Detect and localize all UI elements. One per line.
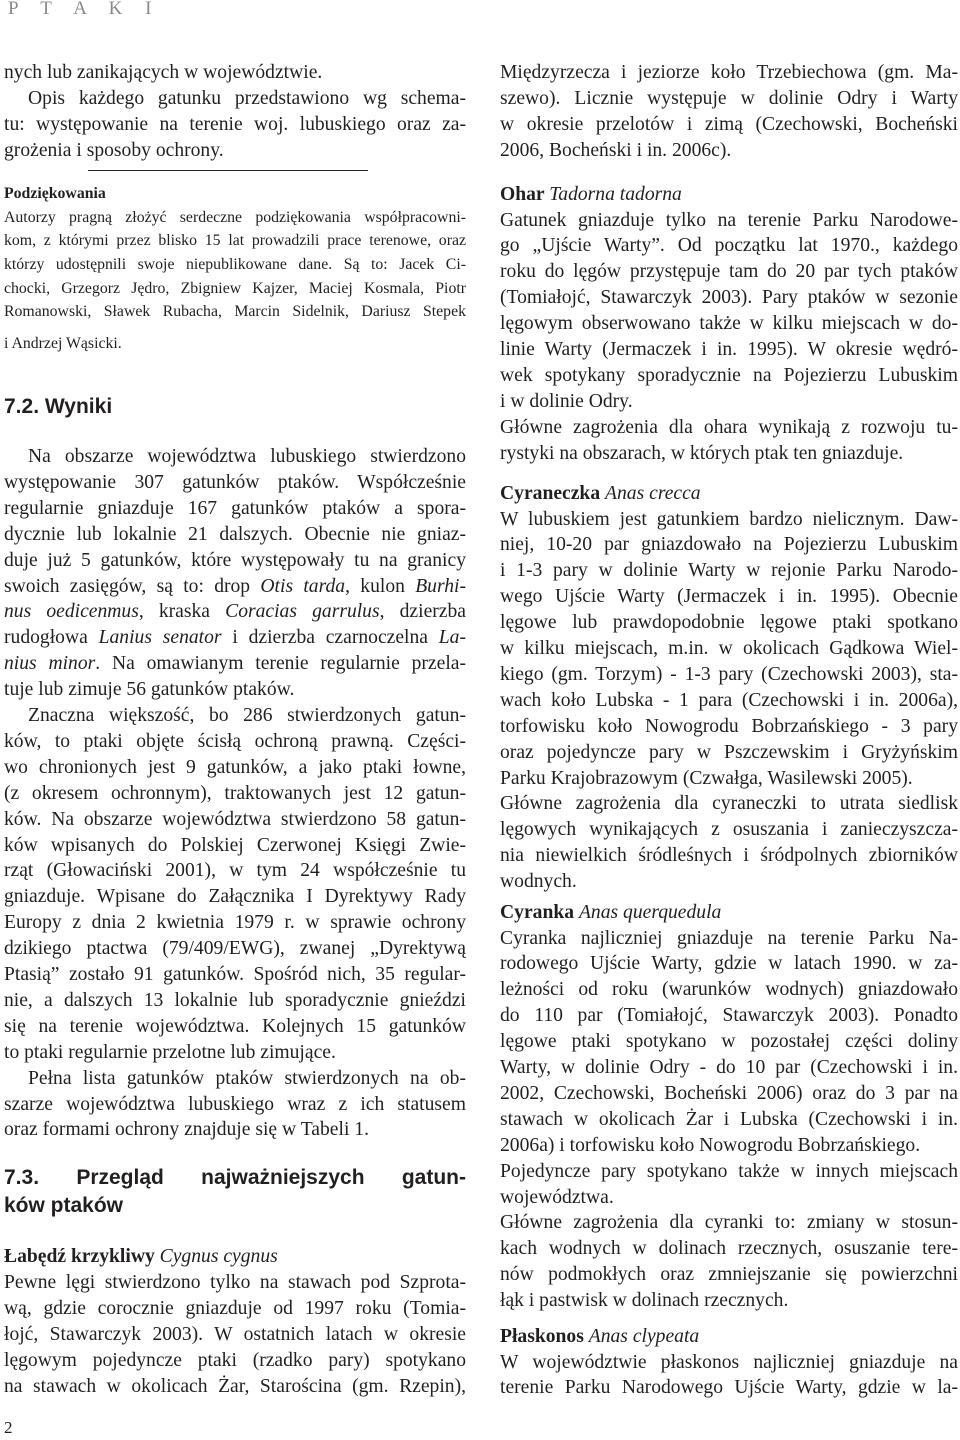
results-line: Na obszarze województwa lubuskiego stwierdzono [28,446,466,467]
species-text-line: (Tomiałojć, Stawarczyk 2003). Pary ptaków w sezonie [500,287,958,309]
species-latin-name: Anas querquedula [578,902,722,923]
results-line: wo chronionych jest 9 gatunków, a jako ptaki łowne, [4,756,466,778]
species-text-line: torfowisku koło Nowogrodu Bobrzańskiego - 3 pary [500,715,958,737]
species-text-line: linie Warty (Jermaczek i in. 1995). W okresie wędró- [500,339,958,360]
species-text-line: lęgowych wynikających z osuszania i zanieczyszcza- [500,819,958,841]
section-divider [88,170,368,171]
results-line: szarze województwa lubuskiego wraz z ich statusem [4,1093,466,1115]
section-heading-species-overview: ków ptaków [4,1194,124,1217]
acknowledgements-line: Autorzy pragną złożyć serdeczne podziękowania współpracowni- [4,208,466,226]
results-line: ków, to ptaki objęte ścisłą ochroną prawną. Części- [4,730,466,752]
species-text-line: nia niewielkich śródleśnych i śródpolnych zbiorników [500,845,958,867]
results-line: duje już 5 gatunków, które występowały tu na granicy [4,549,466,571]
results-line: regularnie gniazduje 167 gatunków ptaków a spora- [4,497,466,519]
acknowledgements-line: chocki, Grzegorz Jędro, Zbigniew Kajzer, Maciej Kosmala, Piotr [4,279,466,297]
species-text-line: i w dolinie Odry. [500,390,633,412]
results-line: rząt (Głowaciński 2001), w tym 24 współcześnie tu [4,860,466,882]
species-text-line: oraz pojedyncze pary w Pszczewskim i Gryżyńskim [500,741,958,763]
species-text-line: województwa. [500,1186,614,1208]
species-latin-name: Anas clypeata [588,1326,700,1347]
species-text-line: wą, gdzie corocznie gniazduje od 1997 roku (Tomia- [4,1297,466,1319]
species-text-line: rodowego Ujście Warty, gdzie w latach 1990. w za- [500,953,958,975]
species-text-line: niej, 10-20 par gniazdowało na Pojezierzu Lubuskim [500,534,958,556]
species-name: Łabędź krzykliwy [4,1246,160,1267]
species-text-line: Pojedyncze pary spotykano także w innych miejscach [500,1160,958,1182]
species-heading-whooper-swan [4,1246,278,1268]
species-latin-name: Tadorna tadorna [549,184,682,205]
results-line: (z okresem ochronnym), traktowanych jest 12 gatun- [4,782,466,804]
species-text-line: wek spotykany sporadycznie na Pojezierzu Lubuskim [500,364,958,386]
species-latin-name: Anas crecca [605,483,701,504]
species-text-line: wodnych. [500,871,577,893]
species-text-line: Główne zagrożenia dla ohara wynikają z rozwoju tu- [500,416,958,438]
species-text-line: leżności od roku (warunków wodnych) gniazdowało [500,979,958,1001]
results-line: nie, a dalszych 13 lokalnie lub sporadycznie gnieździ [4,989,466,1011]
species-text-line: do 110 par (Tomiałojć, Stawarczyk 2003). Ponadto [500,1005,958,1027]
species-text-line: 2002, Czechowski, Bocheński 2006) oraz do 3 par na [500,1082,958,1104]
results-line: dzikiego ptactwa (79/409/EWG), zwanej „Dyrektywą [4,938,466,960]
species-heading [500,184,682,206]
species-text-line: Parku Krajobrazowym (Czwałga, Wasilewski 2005). [500,767,913,789]
acknowledgements-line: i Andrzej Wąsicki. [4,335,122,353]
continued-text-line: w okresie przelotów i zimą (Czechowski, Bocheński [500,113,958,135]
species-text-line: łąk i pastwisk w dolinach rzecznych. [500,1290,789,1312]
species-name: Płaskonos [500,1326,589,1347]
species-text-line: nów podmokłych oraz zmniejszanie się powierzchni [500,1264,958,1286]
results-line: Europy z dnia 2 kwietnia 1979 r. w sprawie ochrony [4,912,466,934]
section-heading-species-overview: 7.3. Przegląd najważniejszych gatun- [4,1166,466,1189]
intro-line: Opis każdego gatunku przedstawiono wg schema- [28,87,466,109]
results-line: nus oedicenmus, kraska Coracias garrulus, dzierzba [4,601,466,623]
results-line: ków. Na obszarze województwa stwierdzono 58 gatun- [4,808,466,830]
results-line: Znaczna większość, bo 286 stwierdzonych gatun- [28,705,466,726]
results-line: swoich zasięgów, są to: drop Otis tarda, kulon Burhi- [4,575,467,597]
section-heading-results: 7.2. Wyniki [4,395,113,418]
running-header: P T A K I [8,0,161,19]
species-text-line: W województwie płaskonos najliczniej gniazduje na [500,1351,958,1373]
species-text-line: kach wodnych w dolinach rzecznych, osuszanie tere- [500,1238,958,1260]
species-text-line: i 1-3 pary w dolinie Warty w rejonie Parku Narodo- [500,560,958,582]
species-text-line: rystyki na obszarach, w których ptak ten gniazduje. [500,442,904,464]
species-text-line: roku do lęgów przystępuje tam do 20 par tych ptaków [500,261,958,283]
species-heading [500,483,701,505]
results-line: rudogłowa Lanius senator i dzierzba czarnoczelna La- [4,627,466,649]
results-line: dycznie lub lokalnie 21 dalszych. Obecnie nie gniaz- [4,523,466,545]
species-text-line: wego Ujście Warty (Jermaczek i in. 1995). Obecnie [500,586,958,608]
results-line: to ptaki regularnie przelotne lub zimujące. [4,1041,336,1063]
species-name: Ohar [500,184,550,205]
results-line: Ptasią” zostało 91 gatunków. Spośród nich, 35 regular- [4,964,466,985]
species-name: Cyranka [500,902,579,923]
page-number: 2 [4,1418,13,1437]
species-text-line: Cyranka najliczniej gniazduje na terenie Parku Na- [500,927,958,949]
results-line: gniazduje. Wpisane do Załącznika I Dyrektywy Rady [4,886,466,908]
results-line: Pełna lista gatunków ptaków stwierdzonych na ob- [28,1067,466,1089]
results-line: oraz formami ochrony znajduje się w Tabeli 1. [4,1119,369,1141]
continued-text-line: Międzyrzecza i jeziorze koło Trzebiechowa (gm. Ma- [500,62,958,83]
species-text-line: łojć, Stawarczyk 2003). W ostatnich latach w okresie [4,1323,466,1345]
species-text-line: lęgowym pojedyncze ptaki (rzadko pary) spotykano [4,1349,466,1371]
species-latin-name: Cygnus cygnus [159,1246,278,1267]
species-text-line: 2006a) i torfowisku koło Nowogrodu Bobrzańskiego. [500,1134,921,1156]
intro-line: grożenia i sposoby ochrony. [4,139,224,161]
species-text-line: w kilku miejscach, m.in. w okolicach Gądkowa Wiel- [500,638,958,659]
species-text-line: Gatunek gniazduje tylko na terenie Parku Narodowe- [500,209,958,231]
acknowledgements-heading: Podziękowania [4,185,106,202]
species-text-line: wach koło Lubska - 1 para (Czechowski i in. 2006a), [500,689,958,711]
continued-text-line: szewo). Licznie występuje w dolinie Odry i Warty [500,87,958,109]
intro-line: tu: występowanie na terenie woj. lubuskiego oraz za- [4,113,466,135]
results-line: ków wpisanych do Polskiej Czerwonej Księgi Zwie- [4,834,466,856]
species-text-line: lęgowe ptaki spotykano w pozostałej części doliny [500,1031,958,1053]
species-heading [500,902,721,924]
species-text-line: lęgowe lub prawdopodobnie lęgowe ptaki spotkano [500,612,958,634]
results-line: nius minor. Na omawianym terenie regularnie przela- [4,653,466,675]
species-text-line: terenie Parku Narodowego Ujście Warty, gdzie w la- [500,1377,958,1399]
species-text-line: lęgowym obserwowano także w kilku miejscach w do- [500,313,958,335]
species-text-line: kiego (gm. Torzym) - 1-3 pary (Czechowski 2003), sta- [500,663,958,685]
species-text-line: Pewne lęgi stwierdzono tylko na stawach pod Szprota- [4,1272,466,1293]
species-text-line: W lubuskiem jest gatunkiem bardzo nielicznym. Daw- [500,508,958,530]
continued-text-line: 2006, Bocheński i in. 2006c). [500,139,732,161]
results-line: się na terenie województwa. Kolejnych 15 gatunków [4,1015,466,1037]
acknowledgements-line: kom, z którymi przez blisko 15 lat prowadzili prace terenowe, oraz [4,232,466,250]
results-line: występowanie 307 gatunków ptaków. Współcześnie [4,471,466,493]
intro-line: nych lub zanikających w województwie. [4,62,323,83]
species-text-line: Główne zagrożenia dla cyraneczki to utrata siedlisk [500,793,958,815]
acknowledgements-line: Romanowski, Sławek Rubacha, Marcin Sidelnik, Dariusz Stepek [4,303,466,321]
species-text-line: stawach w okolicach Żar i Lubska (Czechowski i in. [500,1108,958,1130]
species-text-line: Główne zagrożenia dla cyranki to: zmiany w stosun- [500,1212,958,1234]
species-text-line: go „Ujście Warty”. Od początku lat 1970., każdego [500,235,958,257]
results-line: tuje lub zimuje 56 gatunków ptaków. [4,679,295,701]
acknowledgements-line: którzy udostępnili swoje niepublikowane dane. Są to: Jacek Ci- [4,255,466,273]
species-text-line: na stawach w okolicach Żar, Starościna (gm. Rzepin), [4,1375,466,1397]
species-text-line: Warty, w dolinie Odry - do 10 par (Czechowski i in. [500,1057,958,1078]
species-name: Cyraneczka [500,483,606,504]
species-heading [500,1326,699,1348]
